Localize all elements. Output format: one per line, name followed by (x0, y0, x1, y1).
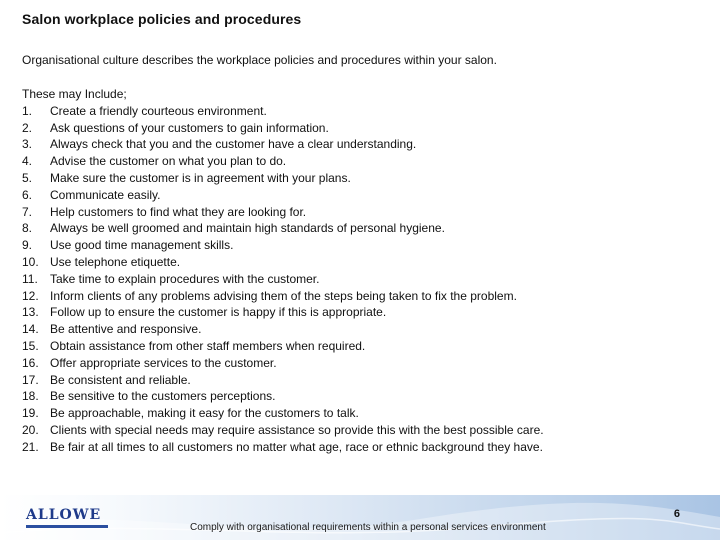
list-item (22, 204, 544, 221)
slide-title: Salon workplace policies and procedures (22, 11, 302, 27)
list-item (22, 321, 544, 338)
item-text: Help customers to find what they are looking for. (50, 204, 307, 219)
intro-paragraph: Organisational culture describes the workplace policies and procedures within your salon. (22, 53, 497, 67)
item-number: 10. (22, 254, 39, 269)
item-text: Use good time management skills. (50, 238, 234, 253)
item-text: Be approachable, making it easy for the customers to talk. (50, 406, 359, 421)
item-number: 12. (22, 288, 39, 303)
item-number: 11. (22, 271, 38, 286)
item-text: Clients with special needs may require assistance so provide this with the best possible care. (50, 422, 544, 437)
item-number: 21. (22, 439, 39, 454)
item-number: 3. (22, 137, 33, 152)
item-number: 1. (22, 103, 33, 118)
list-item (22, 388, 544, 405)
list-item (22, 355, 544, 372)
item-number: 19. (22, 406, 39, 421)
item-number: 5. (22, 170, 33, 185)
item-text: Communicate easily. (50, 187, 161, 202)
allowe-logo (26, 507, 116, 531)
item-number: 13. (22, 305, 39, 320)
item-text: Be fair at all times to all customers no matter what age, race or ethnic background they have. (50, 439, 543, 454)
item-text: Create a friendly courteous environment. (50, 103, 267, 118)
item-number: 2. (22, 120, 33, 135)
footer-caption: Comply with organisational requirements within a personal services environment (190, 522, 546, 533)
item-text: Always check that you and the customer have a clear understanding. (50, 137, 417, 152)
item-number: 16. (22, 355, 39, 370)
item-text: Be sensitive to the customers perceptions. (50, 389, 276, 404)
item-number: 14. (22, 322, 39, 337)
list-item (22, 422, 544, 439)
list-item (22, 304, 544, 321)
item-text: Be attentive and responsive. (50, 322, 202, 337)
list-item (22, 120, 544, 137)
item-number: 4. (22, 154, 33, 169)
logo-text: ALLOWE (26, 507, 102, 523)
list-heading: These may Include; (22, 87, 127, 101)
policy-list (22, 103, 544, 456)
page-number: 6 (673, 508, 680, 520)
list-item (22, 271, 544, 288)
list-item (22, 187, 544, 204)
item-number: 18. (22, 389, 39, 404)
item-number: 17. (22, 372, 39, 387)
list-item (22, 254, 544, 271)
logo-underline (26, 525, 108, 528)
item-text: Inform clients of any problems advising them of the steps being taken to fix the problem. (50, 288, 517, 303)
item-text: Ask questions of your customers to gain information. (50, 120, 329, 135)
item-text: Offer appropriate services to the customer. (50, 355, 277, 370)
item-text: Follow up to ensure the customer is happy if this is appropriate. (50, 305, 387, 320)
item-text: Use telephone etiquette. (50, 254, 181, 269)
list-item (22, 153, 544, 170)
list-item (22, 372, 544, 389)
footer-bar (0, 495, 720, 540)
list-item (22, 288, 544, 305)
list-item (22, 220, 544, 237)
item-text: Make sure the customer is in agreement with your plans. (50, 170, 351, 185)
item-number: 8. (22, 221, 33, 236)
item-number: 20. (22, 422, 39, 437)
item-number: 7. (22, 204, 33, 219)
list-item (22, 136, 544, 153)
item-number: 6. (22, 187, 33, 202)
item-text: Obtain assistance from other staff members when required. (50, 338, 366, 353)
item-text: Advise the customer on what you plan to do. (50, 154, 287, 169)
list-item (22, 439, 544, 456)
policy-list-block (22, 86, 544, 456)
item-number: 9. (22, 238, 33, 253)
list-item (22, 338, 544, 355)
list-item (22, 170, 544, 187)
item-text: Be consistent and reliable. (50, 372, 191, 387)
item-text: Always be well groomed and maintain high standards of personal hygiene. (50, 221, 445, 236)
item-text: Take time to explain procedures with the customer. (50, 271, 320, 286)
list-item (22, 237, 544, 254)
list-item (22, 405, 544, 422)
item-number: 15. (22, 338, 39, 353)
list-item (22, 103, 544, 120)
